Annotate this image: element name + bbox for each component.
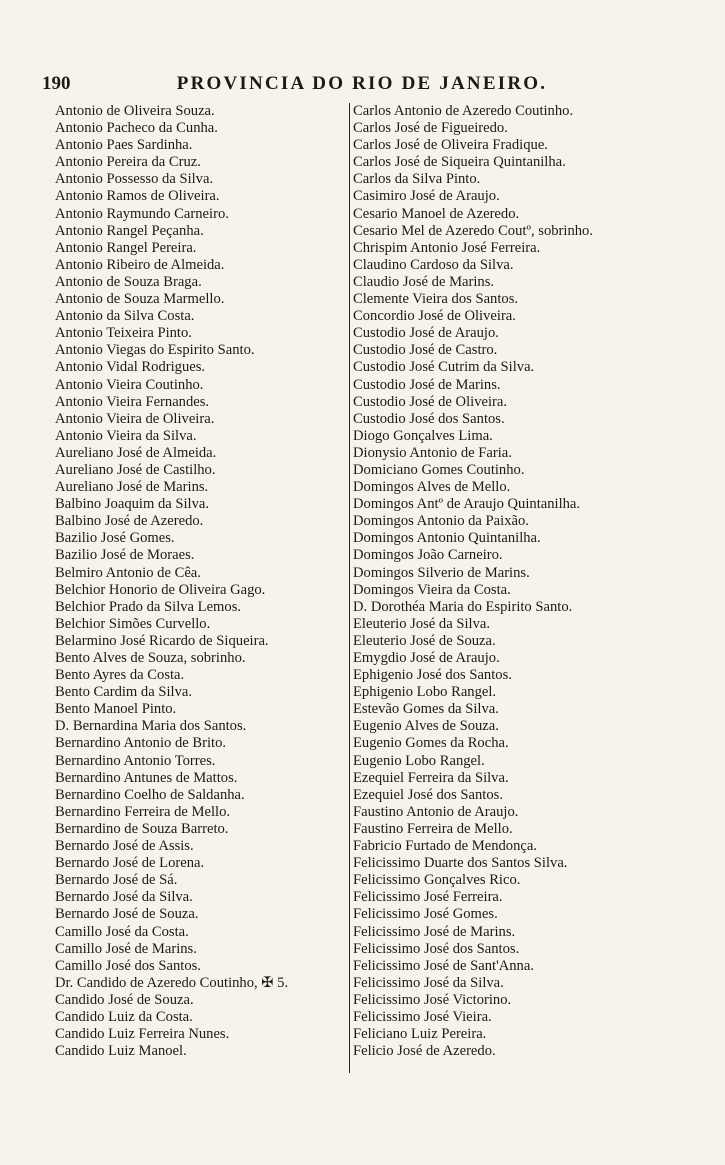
name-entry: Ezequiel José dos Santos. [353,786,503,803]
name-entry: Custodio José Cutrim da Silva. [353,359,535,376]
name-entry: Felicissimo Gonçalves Rico. [353,872,521,889]
name-entry: Antonio Ribeiro de Almeida. [55,256,225,273]
name-entry: Felicissimo José Victorino. [353,991,512,1008]
name-entry: Aureliano José de Almeida. [55,444,217,461]
name-entry: Felicissimo José de Marins. [353,923,516,940]
name-entry: Antonio Vieira Fernandes. [55,393,210,410]
name-entry: Clemente Vieira dos Santos. [353,291,519,308]
name-entry: Fabricio Furtado de Mendonça. [353,838,537,855]
name-entry: Felicissimo José da Silva. [353,974,504,991]
right-column [349,103,653,1073]
name-entry: Ephigenio José dos Santos. [353,667,512,684]
name-entry: Dionysio Antonio de Faria. [353,444,512,461]
name-entry: Carlos José de Figueiredo. [353,120,508,137]
name-entry: Custodio José de Araujo. [353,325,499,342]
name-entry: Diogo Gonçalves Lima. [353,427,493,444]
name-entry: Domingos Alves de Mello. [353,479,511,496]
name-entry: Faustino Ferreira de Mello. [353,820,513,837]
name-entry: Carlos Antonio de Azeredo Coutinho. [353,103,574,119]
name-entry: Antonio Ramos de Oliveira. [55,188,220,205]
name-entry: Ezequiel Ferreira da Silva. [353,769,509,786]
name-entry: Antonio Vidal Rodrigues. [55,359,206,376]
name-entry: Balbino Joaquim da Silva. [55,496,210,513]
name-entry: Bernardo José de Lorena. [55,855,205,872]
name-entry: Bernardino Antunes de Mattos. [55,769,238,786]
name-entry: Cesario Manoel de Azeredo. [353,205,520,222]
name-entry: Domingos Vieira da Costa. [353,581,511,598]
name-entry: Antonio Rangel Peçanha. [55,222,204,239]
name-entry: Aureliano José de Castilho. [55,461,216,478]
name-entry: Claudino Cardoso da Silva. [353,256,514,273]
name-entry: Felicissimo José dos Santos. [353,940,520,957]
name-entry: Eugenio Lobo Rangel. [353,752,485,769]
name-entry: Cesario Mel de Azeredo Coutº, sobrinho. [353,222,594,239]
name-entry: Camillo José dos Santos. [55,957,201,974]
name-entry: Antonio Vieira da Silva. [55,427,197,444]
name-entry: Casimiro José de Araujo. [353,188,500,205]
name-entry: Antonio da Silva Costa. [55,308,195,325]
page-number: 190 [42,73,71,94]
name-entry: Felicissimo José Gomes. [353,906,498,923]
name-entry: Bernardino Coelho de Saldanha. [55,786,245,803]
name-entry: Eugenio Alves de Souza. [353,718,499,735]
name-entry: Antonio Viegas do Espirito Santo. [55,342,255,359]
name-entry: Belchior Simões Curvello. [55,615,211,632]
name-entry: Carlos José de Oliveira Fradique. [353,137,548,154]
name-entry: Concordio José de Oliveira. [353,308,516,325]
name-entry: Custodio José de Castro. [353,342,498,359]
name-entry: D. Dorothéa Maria do Espirito Santo. [353,598,573,615]
name-entry: Bento Cardim da Silva. [55,684,193,701]
name-entry: Domingos Antonio da Paixão. [353,513,529,530]
name-entry: Domiciano Gomes Coutinho. [353,461,525,478]
name-entry: Felicissimo Duarte dos Santos Silva. [353,855,568,872]
name-entry: Bazilio José Gomes. [55,530,175,547]
name-entry: Custodio José de Oliveira. [353,393,508,410]
name-entry: Bazilio José de Moraes. [55,547,195,564]
name-entry: Bernardino de Souza Barreto. [55,820,229,837]
name-entry: Candido José de Souza. [55,991,194,1008]
name-entry: Felicissimo José Ferreira. [353,889,503,906]
name-entry: Claudio José de Marins. [353,273,495,290]
name-entry: Antonio Raymundo Carneiro. [55,205,229,222]
name-entry: Belchior Prado da Silva Lemos. [55,598,242,615]
name-entry: Balbino José de Azeredo. [55,513,204,530]
name-entry: D. Bernardina Maria dos Santos. [55,718,247,735]
name-entry: Bento Alves de Souza, sobrinho. [55,650,246,666]
name-entry: Carlos da Silva Pinto. [353,171,481,188]
name-entry: Aureliano José de Marins. [55,479,209,496]
name-entry: Bernardino Antonio de Brito. [55,735,227,752]
name-entry: Domingos João Carneiro. [353,547,503,564]
name-entry: Carlos José de Siqueira Quintanilha. [353,154,566,171]
name-entry: Faustino Antonio de Araujo. [353,803,519,820]
name-entry: Antonio Pereira da Cruz. [55,154,201,171]
name-entry: Candido Luiz Ferreira Nunes. [55,1026,230,1043]
name-entry: Bernardo José de Souza. [55,906,199,923]
name-entry: Ephigenio Lobo Rangel. [353,684,497,701]
name-entry: Bernardo José de Assis. [55,838,194,855]
name-entry: Camillo José de Marins. [55,940,197,957]
name-entry: Candido Luiz Manoel. [55,1043,187,1060]
name-entry: Antonio Vieira de Oliveira. [55,410,215,427]
name-entry: Domingos Antonio Quintanilha. [353,530,541,547]
name-entry: Custodio José de Marins. [353,376,501,393]
name-entry: Eugenio Gomes da Rocha. [353,735,509,752]
name-entry: Belarmino José Ricardo de Siqueira. [55,632,269,649]
name-entry: Felicio José de Azeredo. [353,1043,496,1060]
page-header [42,73,682,99]
name-entry: Custodio José dos Santos. [353,410,505,427]
name-entry: Candido Luiz da Costa. [55,1008,193,1025]
name-entry: Antonio de Oliveira Souza. [55,103,215,119]
name-entry: Bento Ayres da Costa. [55,667,185,684]
left-column [55,103,347,1060]
name-entry: Antonio Teixeira Pinto. [55,325,192,342]
name-entry: Domingos Antº de Araujo Quintanilha. [353,496,581,513]
name-entry: Belmiro Antonio de Cêa. [55,564,201,581]
name-entry: Antonio Rangel Pereira. [55,239,197,256]
name-entry: Feliciano Luiz Pereira. [353,1026,487,1043]
name-entry: Bernardino Ferreira de Mello. [55,803,231,820]
name-entry: Estevão Gomes da Silva. [353,701,499,718]
name-entry: Bernardo José da Silva. [55,889,193,906]
name-entry: Emygdio José de Araujo. [353,650,500,666]
name-entry: Belchior Honorio de Oliveira Gago. [55,581,266,598]
name-entry: Antonio de Souza Braga. [55,273,202,290]
name-entry: Felicissimo José Vieira. [353,1008,492,1025]
name-entry: Eleuterio José da Silva. [353,615,490,632]
name-entry: Camillo José da Costa. [55,923,189,940]
name-entry: Felicissimo José de Sant'Anna. [353,957,534,974]
name-entry: Dr. Candido de Azeredo Coutinho, ✠ 5. [55,974,289,991]
name-entry: Domingos Silverio de Marins. [353,564,530,581]
name-entry: Antonio Possesso da Silva. [55,171,214,188]
name-entry: Bernardino Antonio Torres. [55,752,216,769]
name-entry: Antonio Paes Sardinha. [55,137,193,154]
name-entry: Chrispim Antonio José Ferreira. [353,239,541,256]
name-entry: Antonio Pacheco da Cunha. [55,120,218,137]
running-title: PROVINCIA DO RIO DE JANEIRO. [176,73,548,94]
name-entry: Antonio Vieira Coutinho. [55,376,204,393]
name-entry: Antonio de Souza Marmello. [55,291,225,308]
name-entry: Bento Manoel Pinto. [55,701,177,718]
name-entry: Bernardo José de Sá. [55,872,178,889]
name-entry: Eleuterio José de Souza. [353,632,496,649]
